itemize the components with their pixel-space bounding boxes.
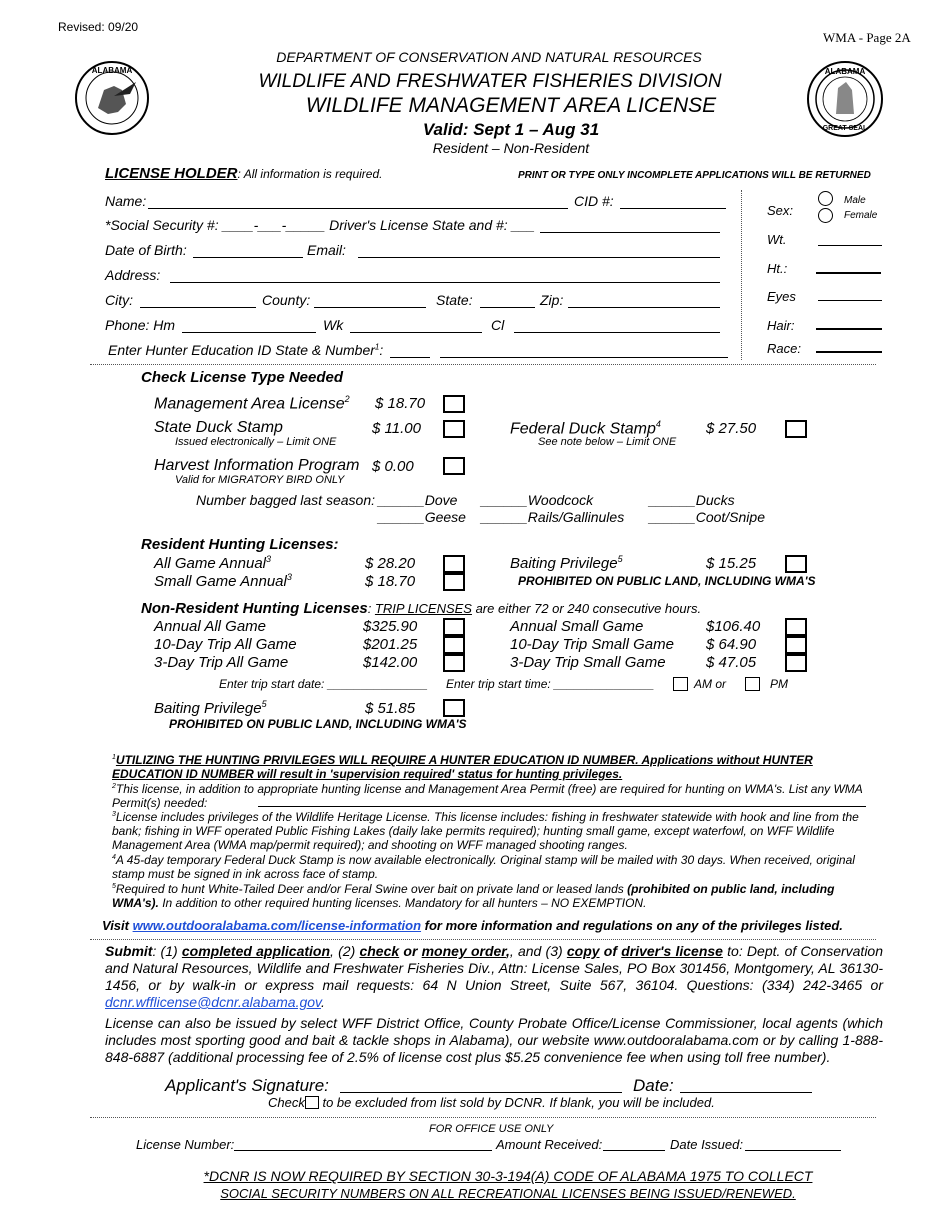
female-radio[interactable] — [818, 208, 833, 223]
nr-annual-all-game-label: Annual All Game — [154, 618, 267, 635]
cid-field[interactable] — [620, 208, 726, 209]
bagged-dove[interactable]: ______Dove — [378, 492, 458, 508]
county-label: County: — [262, 292, 311, 308]
resident-baiting-label: Baiting Privilege$^5$ — [510, 554, 623, 572]
federal-duck-price: $ 27.50 — [706, 420, 757, 437]
hip-checkbox[interactable] — [443, 457, 465, 475]
nr-annual-small-game-price: $106.40 — [706, 618, 761, 635]
hip-note: Valid for MIGRATORY BIRD ONLY — [175, 474, 345, 486]
bagged-coot[interactable]: ______Coot/Snipe — [649, 509, 765, 525]
resident-small-game-price: $ 18.70 — [365, 573, 416, 590]
address-label: Address: — [105, 267, 161, 283]
date-issued-label: Date Issued: — [670, 1137, 743, 1152]
footnote-3: $^3$License includes privileges of the Wildlife Heritage License. This license includes: fishing in freshwater statewide with hook and line from the bank; fishing in WFF operated Public Fishing Lakes (daily lake permits required); hunting small game, except waterfowl, on WFF Wildlife Management Area (WMA map/permit required); and shooting on WFF managed shooting ranges. — [112, 810, 859, 852]
federal-duck-label: Federal Duck Stamp$^4$ — [510, 419, 661, 438]
ssn-dl-label: *Social Security #: ____-___-_____ Driver's License State and #: ___ — [105, 217, 535, 233]
nr-prohibited: PROHIBITED ON PUBLIC LAND, INCLUDING WMA'S — [169, 717, 467, 731]
page-label: WMA - Page 2A — [823, 30, 911, 45]
license-type-heading: Check License Type Needed — [141, 369, 344, 386]
cid-label: CID #: — [574, 193, 614, 209]
resident-baiting-checkbox[interactable] — [785, 555, 807, 573]
state-duck-label: State Duck Stamp — [154, 419, 283, 436]
mgmt-license-label: Management Area License$^2$ — [154, 394, 350, 413]
pm-checkbox[interactable] — [745, 677, 760, 691]
state-duck-price: $ 11.00 — [372, 420, 421, 437]
nr-10day-all-game-checkbox[interactable] — [443, 636, 465, 654]
phone-work-field[interactable] — [350, 332, 482, 333]
phone-cell-label: Cl — [491, 317, 505, 333]
mgmt-license-checkbox[interactable] — [443, 395, 465, 413]
submit-instructions: Submit: (1) completed application, (2) check or money order,, and (3) copy of driver's license to: Dept. of Conservation and Natural Resources, Wildlife and Freshwater Fisheries Div., Attn: License Sales, PO Box 301456, Montgomery, AL 36130-1456, or by walk-in or express mail requests: 64 N Union Street, Suite 567, 36104. Questions: (334) 242-3465 or dcnr.wfflicense@dcnr.alabama.gov. — [105, 943, 883, 1010]
footnote-5: $^5$Required to hunt White-Tailed Deer and/or Feral Swine over bait on private land or leased lands (prohibited on public land, including WMA's). In addition to other required hunting licenses. Mandatory for all hunters – NO EXEMPTION. — [112, 882, 835, 910]
nr-3day-small-game-checkbox[interactable] — [785, 654, 807, 672]
office-use-heading: FOR OFFICE USE ONLY — [429, 1123, 554, 1135]
nr-3day-all-game-price: $142.00 — [363, 654, 418, 671]
weight-label: Wt. — [767, 232, 787, 247]
race-field[interactable] — [816, 351, 882, 353]
visit-divider — [90, 939, 876, 940]
email-label: Email: — [307, 242, 346, 258]
name-field[interactable] — [148, 208, 568, 209]
nr-10day-small-game-checkbox[interactable] — [785, 636, 807, 654]
ssn-notice-line-2: SOCIAL SECURITY NUMBERS ON ALL RECREATIONAL LICENSES BEING ISSUED/RENEWED. — [220, 1186, 796, 1201]
dept-heading: DEPARTMENT OF CONSERVATION AND NATURAL RESOURCES — [276, 49, 702, 65]
state-duck-checkbox[interactable] — [443, 420, 465, 438]
name-label: Name: — [105, 193, 147, 209]
zip-label: Zip: — [540, 292, 564, 308]
hair-field[interactable] — [816, 328, 882, 330]
amount-received-label: Amount Received: — [496, 1137, 603, 1152]
male-radio[interactable] — [818, 191, 833, 206]
division-heading: WILDLIFE AND FRESHWATER FISHERIES DIVISION — [258, 71, 722, 92]
city-field[interactable] — [140, 307, 256, 308]
valid-dates: Valid: Sept 1 – Aug 31 — [422, 120, 600, 139]
license-number-field[interactable] — [234, 1150, 492, 1151]
phone-cell-field[interactable] — [514, 332, 720, 333]
date-issued-field[interactable] — [745, 1150, 841, 1151]
resident-all-game-price: $ 28.20 — [365, 555, 416, 572]
footnote-1: $^1$UTILIZING THE HUNTING PRIVILEGES WILL REQUIRE A HUNTER EDUCATION ID NUMBER. Applications without HUNTER EDUCATION ID NUMBER will result in 'supervision required' status for hunting privileges. — [112, 753, 813, 781]
ssn-notice-line-1: *DCNR IS NOW REQUIRED BY SECTION 30-3-194(A) CODE OF ALABAMA 1975 TO COLLECT — [203, 1168, 813, 1184]
city-label: City: — [105, 292, 133, 308]
license-info-link[interactable]: www.outdooralabama.com/license-information — [132, 918, 422, 933]
resident-small-game-checkbox[interactable] — [443, 573, 465, 591]
section-divider — [90, 364, 876, 365]
right-logo-text: ALABAMA — [824, 67, 866, 76]
state-duck-note: Issued electronically – Limit ONE — [175, 436, 337, 448]
am-checkbox[interactable] — [673, 677, 688, 691]
email-field[interactable] — [358, 257, 720, 258]
weight-field[interactable] — [818, 245, 882, 246]
female-label: Female — [844, 210, 878, 221]
phone-work-label: Wk — [323, 317, 344, 333]
bagged-rails[interactable]: ______Rails/Gallinules — [481, 509, 625, 525]
resident-all-game-checkbox[interactable] — [443, 555, 465, 573]
eyes-label: Eyes — [767, 289, 796, 304]
eyes-field[interactable] — [818, 300, 882, 301]
hip-label: Harvest Information Program — [154, 457, 360, 474]
resident-baiting-price: $ 15.25 — [706, 555, 757, 572]
nr-annual-all-game-price: $325.90 — [363, 618, 418, 635]
resident-heading: Resident Hunting Licenses: — [141, 536, 339, 553]
nr-10day-all-game-price: $201.25 — [363, 636, 418, 653]
nr-3day-all-game-checkbox[interactable] — [443, 654, 465, 672]
nr-10day-small-game-price: $ 64.90 — [706, 636, 757, 653]
dob-field[interactable] — [193, 257, 303, 258]
nr-baiting-label: Baiting Privilege$^5$ — [154, 699, 267, 717]
address-field[interactable] — [170, 282, 720, 283]
nr-annual-small-game-checkbox[interactable] — [785, 618, 807, 636]
nr-annual-small-game-label: Annual Small Game — [510, 618, 644, 635]
dob-label: Date of Birth: — [105, 242, 187, 258]
resident-small-game-label: Small Game Annual$^3$ — [154, 572, 292, 590]
federal-duck-checkbox[interactable] — [785, 420, 807, 438]
pm-label: PM — [770, 677, 788, 691]
county-field[interactable] — [314, 307, 426, 308]
race-label: Race: — [767, 341, 801, 356]
height-field[interactable] — [816, 272, 881, 274]
resident-prohibited: PROHIBITED ON PUBLIC LAND, INCLUDING WMA'S — [518, 574, 816, 588]
sex-label: Sex: — [767, 203, 794, 218]
hip-price: $ 0.00 — [372, 458, 414, 475]
nr-baiting-checkbox[interactable] — [443, 699, 465, 717]
exclude-line: Check to be excluded from list sold by DCNR. If blank, you will be included. — [268, 1095, 715, 1110]
page-title: WILDLIFE MANAGEMENT AREA LICENSE — [305, 94, 717, 117]
nr-3day-small-game-price: $ 47.05 — [706, 654, 757, 671]
mgmt-license-price: $ 18.70 — [375, 395, 426, 412]
am-label: AM or — [694, 677, 727, 691]
footnote-2: $^2$This license, in addition to appropriate hunting license and Management Area Permit (free) are required for hunting on WMA's. List any WMA Permit(s) needed: — [112, 782, 863, 810]
signature-field[interactable] — [340, 1092, 622, 1093]
amount-received-field[interactable] — [603, 1150, 665, 1151]
signature-date-field[interactable] — [680, 1092, 812, 1093]
residency: Resident – Non-Resident — [432, 140, 590, 156]
visit-line: Visit www.outdooralabama.com/license-information for more information and regulations on any of the privileges listed. — [102, 918, 843, 933]
trip-start-date-field[interactable]: Enter trip start date: _______________ — [219, 677, 428, 691]
hunter-ed-label: Enter Hunter Education ID State & Number$^1$: — [108, 342, 384, 358]
office-divider — [90, 1117, 876, 1118]
footnote-4: $^4$A 45-day temporary Federal Duck Stamp is now available electronically. Original stamp will be mailed with 30 days. When received, original stamp must be signed in ink across face of stamp. — [112, 853, 855, 881]
bagged-geese[interactable]: ______Geese — [378, 509, 466, 525]
nr-10day-small-game-label: 10-Day Trip Small Game — [510, 636, 674, 653]
male-label: Male — [844, 195, 866, 206]
nr-baiting-price: $ 51.85 — [365, 700, 416, 717]
signature-label: Applicant's Signature: — [165, 1076, 329, 1095]
exclude-checkbox[interactable] — [305, 1096, 319, 1109]
bagged-ducks[interactable]: ______Ducks — [649, 492, 735, 508]
license-holder-heading: LICENSE HOLDER: All information is required. — [105, 165, 383, 182]
right-logo-sub: GREAT SEAL — [822, 125, 868, 132]
submit-email-link[interactable]: dcnr.wfflicense@dcnr.alabama.gov — [105, 994, 322, 1010]
federal-duck-note: See note below – Limit ONE — [538, 436, 677, 448]
state-label: State: — [436, 292, 473, 308]
nr-10day-all-game-label: 10-Day Trip All Game — [154, 636, 297, 653]
hair-label: Hair: — [767, 318, 795, 333]
nr-3day-small-game-label: 3-Day Trip Small Game — [510, 654, 666, 671]
issued-by-paragraph: License can also be issued by select WFF District Office, County Probate Office/License Commissioner, local agents (which includes most sporting good and bait & tackle shops in Alabama), our website www.outdooralabama.com or by calling 1-888-848-6887 (additional processing fee of 2.5% of license cost plus $5.25 convenience fee when using toll free number). — [105, 1015, 883, 1065]
trip-start-time-field[interactable]: Enter trip start time: _______________ — [446, 677, 655, 691]
bagged-woodcock[interactable]: ______Woodcock — [481, 492, 594, 508]
nonresident-heading: Non-Resident Hunting Licenses: TRIP LICENSES are either 72 or 240 consecutive hours. — [141, 600, 702, 617]
left-logo-text: ALABAMA — [91, 66, 133, 75]
hunter-ed-state-field[interactable] — [390, 357, 430, 358]
nr-annual-all-game-checkbox[interactable] — [443, 618, 465, 636]
resident-all-game-label: All Game Annual$^3$ — [154, 554, 272, 572]
dl-number-field[interactable] — [540, 232, 720, 233]
signature-date-label: Date: — [633, 1076, 674, 1095]
zip-field[interactable] — [568, 307, 720, 308]
bagged-label: Number bagged last season: — [196, 492, 375, 508]
hunter-ed-number-field[interactable] — [440, 357, 728, 358]
vertical-divider — [741, 190, 742, 360]
height-label: Ht.: — [767, 261, 788, 276]
revised-date: Revised: 09/20 — [58, 20, 139, 34]
state-field[interactable] — [480, 307, 535, 308]
print-note: PRINT OR TYPE ONLY INCOMPLETE APPLICATIONS WILL BE RETURNED — [518, 170, 871, 181]
phone-home-field[interactable] — [182, 332, 316, 333]
phone-label: Phone: Hm — [105, 317, 176, 333]
wma-permits-field[interactable] — [258, 806, 866, 807]
license-number-label: License Number: — [136, 1137, 235, 1152]
nr-3day-all-game-label: 3-Day Trip All Game — [154, 654, 289, 671]
